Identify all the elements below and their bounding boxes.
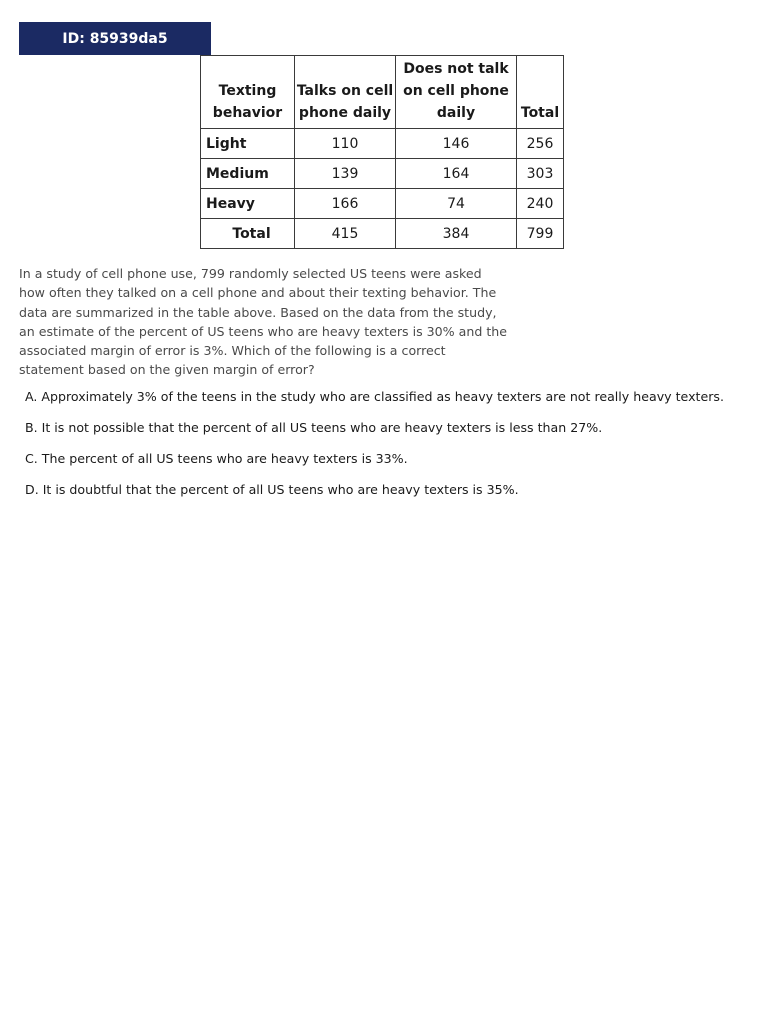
data-table: [200, 55, 564, 249]
header-texting-behavior: Texting behavior: [201, 56, 295, 129]
cell-light-talks: 110: [295, 129, 396, 159]
header-total: Total: [517, 56, 564, 129]
table-header-row: [201, 56, 564, 129]
row-label-medium: Medium: [201, 159, 295, 189]
cell-medium-does-not-talk: 164: [396, 159, 517, 189]
question-text: In a study of cell phone use, 799 randomly selected US teens were asked how often they talked on a cell phone and about their texting behavior. The data are summarized in the table above. Based on the data from the study, an estimate of the percent of US teens who are heavy texters is 30% and the associated margin of error is 3%. Which of the following is a correct statement based on the given margin of error?: [19, 266, 507, 378]
header-does-not-talk-daily: Does not talk on cell phone daily: [396, 56, 517, 129]
cell-heavy-talks: 166: [295, 189, 396, 219]
cell-grand-total: 799: [517, 219, 564, 249]
header-talks-daily: Talks on cell phone daily: [295, 56, 396, 129]
row-label-heavy: Heavy: [201, 189, 295, 219]
cell-heavy-does-not-talk: 74: [396, 189, 517, 219]
table-row: [201, 129, 564, 159]
row-label-total: Total: [201, 219, 295, 249]
cell-heavy-total: 240: [517, 189, 564, 219]
table-row: [201, 189, 564, 219]
cell-medium-total: 303: [517, 159, 564, 189]
cell-light-does-not-talk: 146: [396, 129, 517, 159]
cell-medium-talks: 139: [295, 159, 396, 189]
question-id-badge: ID: 85939da5: [19, 22, 211, 55]
cell-light-total: 256: [517, 129, 564, 159]
answer-choice-b[interactable]: B. It is not possible that the percent of all US teens who are heavy texters is less than 27%.: [25, 420, 603, 435]
answer-choice-c[interactable]: C. The percent of all US teens who are heavy texters is 33%.: [25, 451, 408, 466]
row-label-light: Light: [201, 129, 295, 159]
table-row: [201, 159, 564, 189]
cell-total-talks: 415: [295, 219, 396, 249]
answer-choice-d[interactable]: D. It is doubtful that the percent of all US teens who are heavy texters is 35%.: [25, 482, 519, 497]
cell-total-does-not-talk: 384: [396, 219, 517, 249]
answer-choice-a[interactable]: A. Approximately 3% of the teens in the study who are classified as heavy texters are not really heavy texters.: [25, 389, 724, 404]
table-row: [201, 219, 564, 249]
answer-choices: [25, 387, 760, 511]
